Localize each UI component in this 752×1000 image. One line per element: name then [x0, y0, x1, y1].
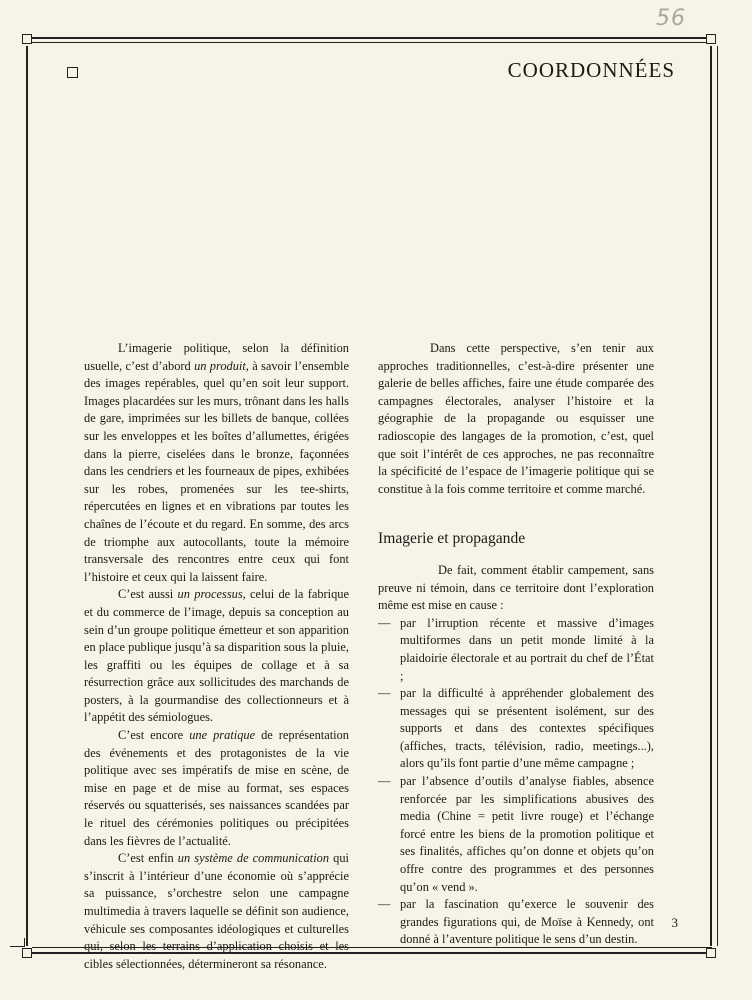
paragraph: C’est aussi un processus, celui de la fabrique et du commerce de l’image, depuis sa conception au sein d’un groupe politique émetteur et son apparition en place publique jusqu’à sa disparition sous la pluie, les graffiti ou les équipes de collage et à sa résurrection grâce aux sollicitudes des marchands de posters, à la gourmandise des collectionneurs et à l’appétit des sémiologues.: [84, 587, 349, 725]
frame-corner-bottom-left: [22, 948, 32, 958]
paragraph: C’est encore une pratique de représentation des événements et des protagonistes de la vie politique avec ses impératifs de mise en scène, de mise en page et de mise au format, ses espaces réservés ou squatterisés, ses naissances scandées par le rituel des cérémonies politiques ou précipitées dans les fièvres de l’actualité.: [84, 728, 349, 848]
title-square-icon: [67, 67, 78, 78]
right-column: [378, 340, 654, 949]
section-heading: Imagerie et propagande: [378, 530, 526, 548]
frame-corner-bottom-right: [706, 948, 716, 958]
list-item: — par la fascination qu’exerce le souvenir des grandes figurations qui, de Moïse à Kennedy, ont donné à l’aventure politique le sens d’un destin.: [378, 896, 654, 949]
left-column: [84, 340, 349, 973]
page-title: COORDONNÉES: [507, 58, 675, 82]
paragraph: Dans cette perspective, s’en tenir aux approches traditionnelles, c’est-à-dire présenter une galerie de belles affiches, faire une étude comparée des campagnes électorales, analyser l’histoire et la géographie de la propagande ou esquisser une radioscopie des langages de la promotion, c’est, quel que soit l’intérêt de ces approches, ne pas reconnaître la spécificité de l’espace de l’imagerie politique qui se constitue à la fois comme territoire et comme marché.: [378, 341, 654, 496]
frame-corner-top-left: [22, 34, 32, 44]
pencil-annotation: 56: [656, 6, 686, 31]
edge-crop-mark: [10, 938, 25, 947]
paragraph: C’est enfin un système de communication qui s’inscrit à l’intérieur d’une économie où s’apprécie sa puissance, s’orchestre selon une campagne multimedia à travers laquelle se définit son audience, véhicule ses composantes idéologiques et culturelles qui, selon les terrains d’application choisis et les cibles sélectionnées, détermineront sa résonance.: [84, 851, 349, 971]
list-item: — par l’absence d’outils d’analyse fiables, absence renforcée par les simplifications abusives des media (Chine = petit livre rouge) et l’échange forcé entre les biens de la promotion politique et ses finalités, affiches qu’on donne et objets qu’on offre contre des programmes et des personnes qu’on « vend ».: [378, 773, 654, 896]
frame-top-inner-rule: [32, 42, 712, 43]
page-number: 3: [671, 915, 678, 930]
list-item: — par la difficulté à appréhender globalement des messages qui se présentent isolément, sur des supports et dans des contextes spécifiques (affiches, tracts, télévision, radio, meetings...), alors qu’ils font partie d’une même campagne ;: [378, 685, 654, 773]
frame-right-inner-rule: [717, 46, 718, 946]
paragraph: L’imagerie politique, selon la définition usuelle, c’est d’abord un produit, à savoir l’ensemble des images repérables, quel qu’en soit leur support. Images placardées sur les murs, trônant dans les halls de gare, imprimées sur les billets de banque, collées sur les enveloppes et les boîtes d’allumettes, érigées dans la pierre, ciselées dans le bronze, façonnées dans les cendriers et les fourneaux de pipes, exhibées sur les robes, promenées sur les tee-shirts, répercutées en lignes et en vibrations par toutes les chaînes de l’écoute et du regard. En somme, des arcs de triomphe aux autocollants, toute la mémoire transversale des rencontres entre ceux qui font l’histoire et ceux qui la laissent faire.: [84, 341, 349, 584]
dash-list: [378, 615, 654, 949]
list-item: — par l’irruption récente et massive d’images multiformes dans un petit monde limité à la plaidoirie électorale et au portrait du chef de l’État ;: [378, 615, 654, 685]
frame-top-rule: [32, 37, 712, 39]
paragraph: De fait, comment établir campement, sans preuve ni témoin, dans ce territoire dont l’exploration même est mise en cause :: [378, 562, 654, 613]
frame-left-rule: [26, 46, 28, 946]
frame-right-rule: [710, 46, 712, 946]
frame-corner-top-right: [706, 34, 716, 44]
